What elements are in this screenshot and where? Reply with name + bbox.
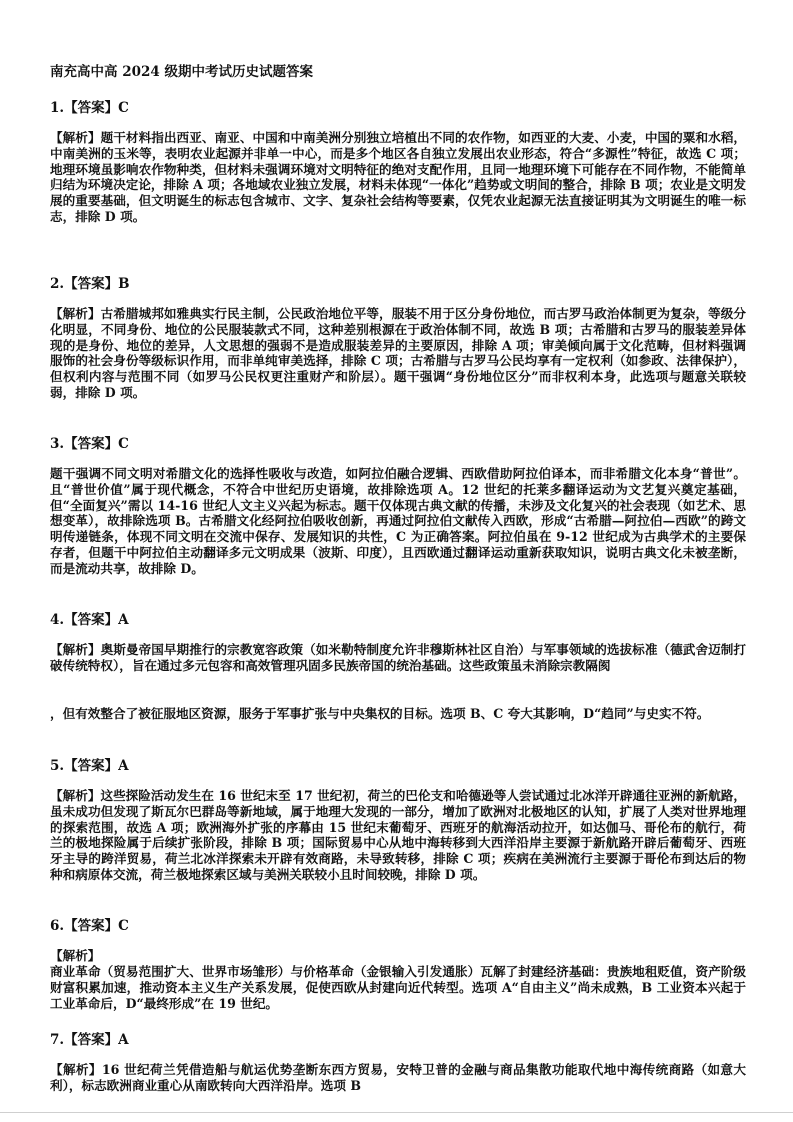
explanation-paragraph: 题干强调不同文明对希腊文化的选择性吸收与改造，如阿拉伯融合逻辑、西欧借助阿拉伯译本，而非希腊文化本身“普世”。且“普世价值”属于现代概念，不符合中世纪历史语境，故排除选项 A。12 世纪的托莱多翻译运动为文艺复兴奠定基础，但“全面复兴”需以 14-16 世纪人文主义兴起为标志。题干仅体现古典文献的传播，未涉及文化复兴的社会表现（如艺术、思想变革），故排除选项 B。古希腊文化经阿拉伯吸收创新，再通过阿拉伯文献传入西欧，形成“古希腊—阿拉伯—西欧”的跨文明传递链条，体现不同文明在交流中保存、发展知识的共性，C 为正确答案。阿拉伯虽在 9-12 世纪成为古典学术的主要保存者，但题干中阿拉伯主动翻译多元文明成果（波斯、印度），且西欧通过翻译运动重新获取知识，说明古典文化未被垄断，而是流动共享，故排除 D。 [50,466,746,576]
answer-label: 3.【答案】C [50,436,129,452]
answer-label: 1.【答案】C [50,100,129,116]
answer-label: 5.【答案】A [50,758,129,774]
answer-label: 4.【答案】A [50,612,129,628]
page-bottom-rule [0,1112,793,1113]
answer-label: 7.【答案】A [50,1032,129,1048]
explanation-heading: 【解析】 [50,948,101,963]
explanation-continuation: ，但有效整合了被征服地区资源，服务于军事扩张与中央集权的目标。选项 B、C 夸大其影响，D“趋同”与史实不符。 [50,706,710,721]
question-4 [50,608,746,738]
explanation-paragraph: 【解析】这些探险活动发生在 16 世纪末至 17 世纪初，荷兰的巴伦支和哈德逊等人尝试通过北冰洋开辟通往亚洲的新航路，虽未成功但发现了斯瓦尔巴群岛等新地域，属于地理大发现的一部分，增加了欧洲对北极地区的认知，扩展了人类对世界地理的探索范围，故选 A 项；欧洲海外扩张的序幕由 15 世纪末葡萄牙、西班牙的航海活动拉开，如达伽马、哥伦布的航行，荷兰的极地探险属于后续扩张阶段，排除 B 项；国际贸易中心从地中海转移到大西洋沿岸主要源于新航路开辟后葡萄牙、西班牙主导的跨洋贸易，荷兰北冰洋探索未开辟有效商路，未导致转移，排除 C 项；疾病在美洲流行主要源于哥伦布到达后的物种和病原体交流，荷兰极地探索区域与美洲关联较小且时间较晚，排除 D 项。 [50,788,746,882]
explanation-paragraph: 【解析】古希腊城邦如雅典实行民主制，公民政治地位平等，服装不用于区分身份地位，而古罗马政治体制更为复杂，等级分化明显，不同身份、地位的公民服装款式不同，这种差别根源在于政治体制不同，故选 B 项；古希腊和古罗马的服装差异体现的是身份、地位的差异，人文思想的强弱不是造成服装差异的主要原因，排除 A 项；审美倾向属于文化范畴，但材料强调服饰的社会身份等级标识作用，而非单纯审美选择，排除 C 项；古希腊与古罗马公民均享有一定权利（如参政、法律保护），但权利内容与范围不同（如罗马公民权更注重财产和阶层）。题干强调“身份地位区分”而非权利本身，此选项与题意关联较弱，排除 D 项。 [50,306,746,400]
answer-label: 2.【答案】B [50,276,130,292]
question-3 [50,432,746,592]
question-7 [50,1028,746,1094]
question-2 [50,272,746,416]
explanation-paragraph: 商业革命（贸易范围扩大、世界市场雏形）与价格革命（金银输入引发通胀）瓦解了封建经济基础：贵族地租贬值，资产阶级财富积累加速，推动资本主义生产关系发展，促使西欧从封建向近代转型。选项 A“自由主义”尚未成熟，B 工业资本兴起于工业革命后，D“最终形成”在 19 世纪。 [50,964,746,1011]
explanation-paragraph: 【解析】奥斯曼帝国早期推行的宗教宽容政策（如米勒特制度允许非穆斯林社区自治）与军事领域的选拔标准（德武舍迈制打破传统特权），旨在通过多元包容和高效管理巩固多民族帝国的统治基础。这些政策虽未消除宗教隔阂 [50,642,746,673]
question-6 [50,914,746,1012]
answer-label: 6.【答案】C [50,918,129,934]
document-title: 南充高中高 2024 级期中考试历史试题答案 [50,64,313,80]
question-5 [50,754,746,898]
explanation-paragraph: 【解析】16 世纪荷兰凭借造船与航运优势垄断东西方贸易，安特卫普的金融与商品集散功能取代地中海传统商路（如意大利），标志欧洲商业重心从南欧转向大西洋沿岸。选项 B [50,1062,746,1093]
explanation-paragraph: 【解析】题干材料指出西亚、南亚、中国和中南美洲分别独立培植出不同的农作物，如西亚的大麦、小麦，中国的粟和水稻，中南美洲的玉米等，表明农业起源并非单一中心，而是多个地区各自独立发展出农业形态，符合“多源性”特征，故选 C 项；地理环境虽影响农作物种类，但材料未强调环境对文明特征的绝对支配作用，且同一地理环境下可能存在不同作物，不能简单归结为环境决定论，排除 A 项；各地域农业独立发展，材料未体现“一体化”趋势或文明间的整合，排除 B 项；农业是文明发展的重要基础，但文明诞生的标志包含城市、文字、复杂社会结构等要素，仅凭农业起源无法直接证明其为文明诞生的唯一标志，排除 D 项。 [50,130,746,224]
answer-document [50,60,746,1110]
question-1 [50,96,746,256]
